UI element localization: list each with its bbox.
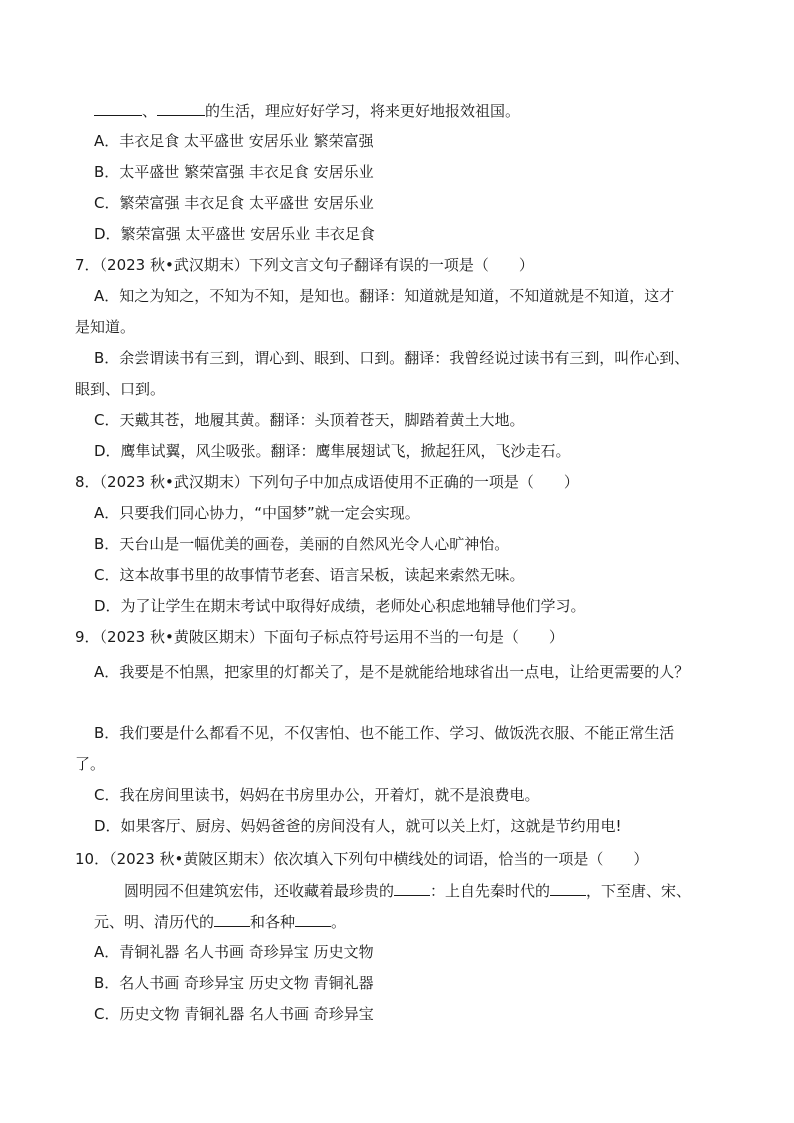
- q10-passage-line2: 元、明、清历代的 和各种 。: [94, 913, 347, 931]
- q7-option-a-cont: 是知道。: [75, 318, 136, 336]
- q6-option-d[interactable]: D．繁荣富强 太平盛世 安居乐业 丰衣足食: [94, 225, 375, 243]
- q6-blank-4: [157, 100, 205, 116]
- q7-option-c[interactable]: C．天戴其苍，地履其黄。翻译：头顶着苍天，脚踏着黄土大地。: [94, 411, 525, 429]
- q9-option-b[interactable]: B．我们要是什么都看不见，不仅害怕、也不能工作、学习、做饭洗衣服、不能正常生活: [94, 724, 675, 742]
- q10-blank-3: [214, 911, 250, 927]
- q6-option-c[interactable]: C．繁荣富强 丰衣足食 太平盛世 安居乐业: [94, 194, 374, 212]
- q10-option-a[interactable]: A．青铜礼器 名人书画 奇珍异宝 历史文物: [94, 943, 374, 961]
- q9-stem: 9．（2023 秋•黄陂区期末）下面句子标点符号运用不当的一句是（ ）: [75, 628, 564, 646]
- q6-blank-3: [94, 100, 142, 116]
- q10-option-c[interactable]: C．历史文物 青铜礼器 名人书画 奇珍异宝: [94, 1005, 374, 1023]
- q9-option-c[interactable]: C．我在房间里读书，妈妈在书房里办公，开着灯，就不是浪费电。: [94, 786, 540, 804]
- q7-option-a[interactable]: A．知之为知之，不知为不知，是知也。翻译：知道就是知道，不知道就是不知道，这才: [94, 287, 675, 305]
- q9-option-a[interactable]: A．我要是不怕黑，把家里的灯都关了，是不是就能给地球省出一点电，让给更需要的人？: [94, 663, 690, 681]
- q7-option-d[interactable]: D．鹰隼试翼，风尘吸张。翻译：鹰隼展翅试飞，掀起狂风，飞沙走石。: [94, 442, 571, 460]
- q8-option-a[interactable]: A．只要我们同心协力，“中国梦”就一定会实现。: [94, 504, 420, 522]
- q7-stem: 7．（2023 秋•武汉期末）下列文言文句子翻译有误的一项是（ ）: [75, 256, 534, 274]
- q9-option-d[interactable]: D．如果客厅、厨房、妈妈爸爸的房间没有人，就可以关上灯，这就是节约用电!: [94, 817, 622, 835]
- q10-blank-1: [394, 880, 430, 896]
- q10-blank-2: [550, 880, 586, 896]
- q8-option-d[interactable]: D．为了让学生在期末考试中取得好成绩，老师处心积虑地辅导他们学习。: [94, 597, 586, 615]
- q8-stem: 8．（2023 秋•武汉期末）下列句子中加点成语使用不正确的一项是（ ）: [75, 473, 579, 491]
- q8-option-c[interactable]: C．这本故事书里的故事情节老套、语言呆板，读起来索然无味。: [94, 566, 525, 584]
- q6-stem-tail: 、 的生活，理应好好学习，将来更好地报效祖国。: [94, 100, 520, 120]
- q10-passage-line1: 圆明园不但建筑宏伟，还收藏着最珍贵的 ：上自先秦时代的 ，下至唐、宋、: [124, 882, 692, 900]
- q10-blank-4: [295, 911, 331, 927]
- q6-option-a[interactable]: A．丰衣足食 太平盛世 安居乐业 繁荣富强: [94, 132, 374, 150]
- q7-option-b-cont: 眼到、口到。: [75, 380, 166, 398]
- q8-option-b[interactable]: B．天台山是一幅优美的画卷，美丽的自然风光令人心旷神怡。: [94, 535, 510, 553]
- q9-option-b-cont: 了。: [75, 755, 106, 773]
- q10-stem: 10．（2023 秋•黄陂区期末）依次填入下列句中横线处的词语，恰当的一项是（ ）: [75, 850, 649, 868]
- q10-option-b[interactable]: B．名人书画 奇珍异宝 历史文物 青铜礼器: [94, 974, 374, 992]
- q7-option-b[interactable]: B．余尝谓读书有三到，谓心到、眼到、口到。翻译：我曾经说过读书有三到，叫作心到、: [94, 349, 690, 367]
- q6-option-b[interactable]: B．太平盛世 繁荣富强 丰衣足食 安居乐业: [94, 163, 374, 181]
